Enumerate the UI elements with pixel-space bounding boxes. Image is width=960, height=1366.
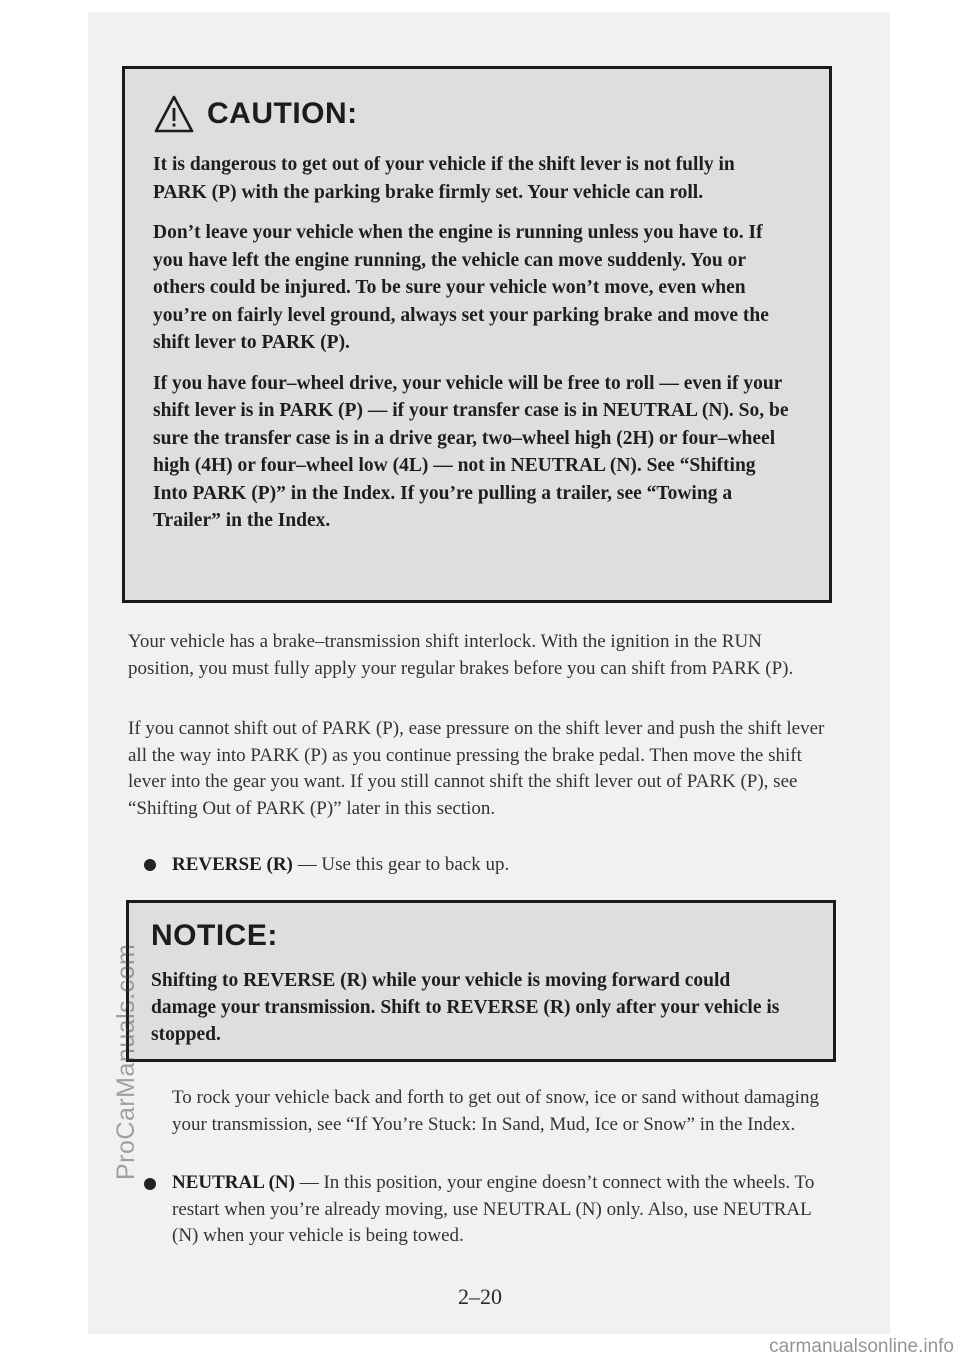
page-number: 2–20 — [458, 1284, 502, 1309]
bullet-neutral — [144, 1178, 156, 1190]
bottom-watermark: carmanualsonline.info — [769, 1336, 954, 1357]
reverse-item — [172, 852, 842, 879]
caution-title: CAUTION: — [207, 97, 358, 130]
interlock-paragraph: Your vehicle has a brake–transmission shift interlock. With the ignition in the RUN position, you must fully apply your regular brakes before you can shift from PARK (P). — [128, 631, 794, 679]
neutral-text: — In this position, your engine doesn’t connect with the wheels. To restart when you’re already moving, use NEUTRAL (N) only. Also, use NEUTRAL (N) when your vehicle is being towed. — [172, 1172, 815, 1246]
side-watermark: ProCarManuals.com — [112, 943, 140, 1180]
reverse-label: REVERSE (R) — [172, 854, 293, 875]
neutral-item — [172, 1170, 842, 1250]
caution-paragraph-1: It is dangerous to get out of your vehicle if the shift lever is not fully in PARK (P) with the parking brake firmly set. Your vehicle can roll. — [153, 154, 735, 203]
notice-box — [126, 900, 836, 1062]
notice-title: NOTICE: — [151, 919, 278, 952]
caution-paragraph-3: If you have four–wheel drive, your vehicle will be free to roll — even if your shift lever is in PARK (P) — if your transfer case is in NEUTRAL (N). So, be sure the transfer case is in a drive gear, two–wheel high (2H) or four–wheel high (4H) or four–wheel low (4L) — not in NEUTRAL (N). See “Shifting Into PARK (P)” in the Index. If you’re pulling a trailer, see “Towing a Trailer” in the Index. — [153, 372, 789, 531]
rock-paragraph: To rock your vehicle back and forth to get out of snow, ice or sand without damaging your transmission, see “If You’re Stuck: In Sand, Mud, Ice or Snow” in the Index. — [172, 1087, 819, 1135]
caution-paragraph-2: Don’t leave your vehicle when the engine is running unless you have to. If you have left the engine running, the vehicle can move suddenly. You or others could be injured. To be sure your vehicle won’t move, even when you’re on fairly level ground, always set your parking brake and move the shift lever to PARK (P). — [153, 222, 769, 353]
neutral-label: NEUTRAL (N) — [172, 1172, 295, 1193]
caution-box — [122, 66, 832, 603]
reverse-text: — Use this gear to back up. — [292, 854, 510, 875]
warning-triangle-icon — [153, 94, 195, 134]
notice-text: Shifting to REVERSE (R) while your vehicle is moving forward could damage your transmission. Shift to REVERSE (R) only after your vehicle is stopped. — [151, 970, 780, 1045]
bullet-reverse — [144, 859, 156, 871]
cannot-shift-paragraph: If you cannot shift out of PARK (P), ease pressure on the shift lever and push the shift lever all the way into PARK (P) as you continue pressing the brake pedal. Then move the shift lever into the gear you want. If you still cannot shift the shift lever out of PARK (P), see “Shifting Out of PARK (P)” later in this section. — [128, 718, 825, 819]
caution-header — [153, 91, 789, 137]
